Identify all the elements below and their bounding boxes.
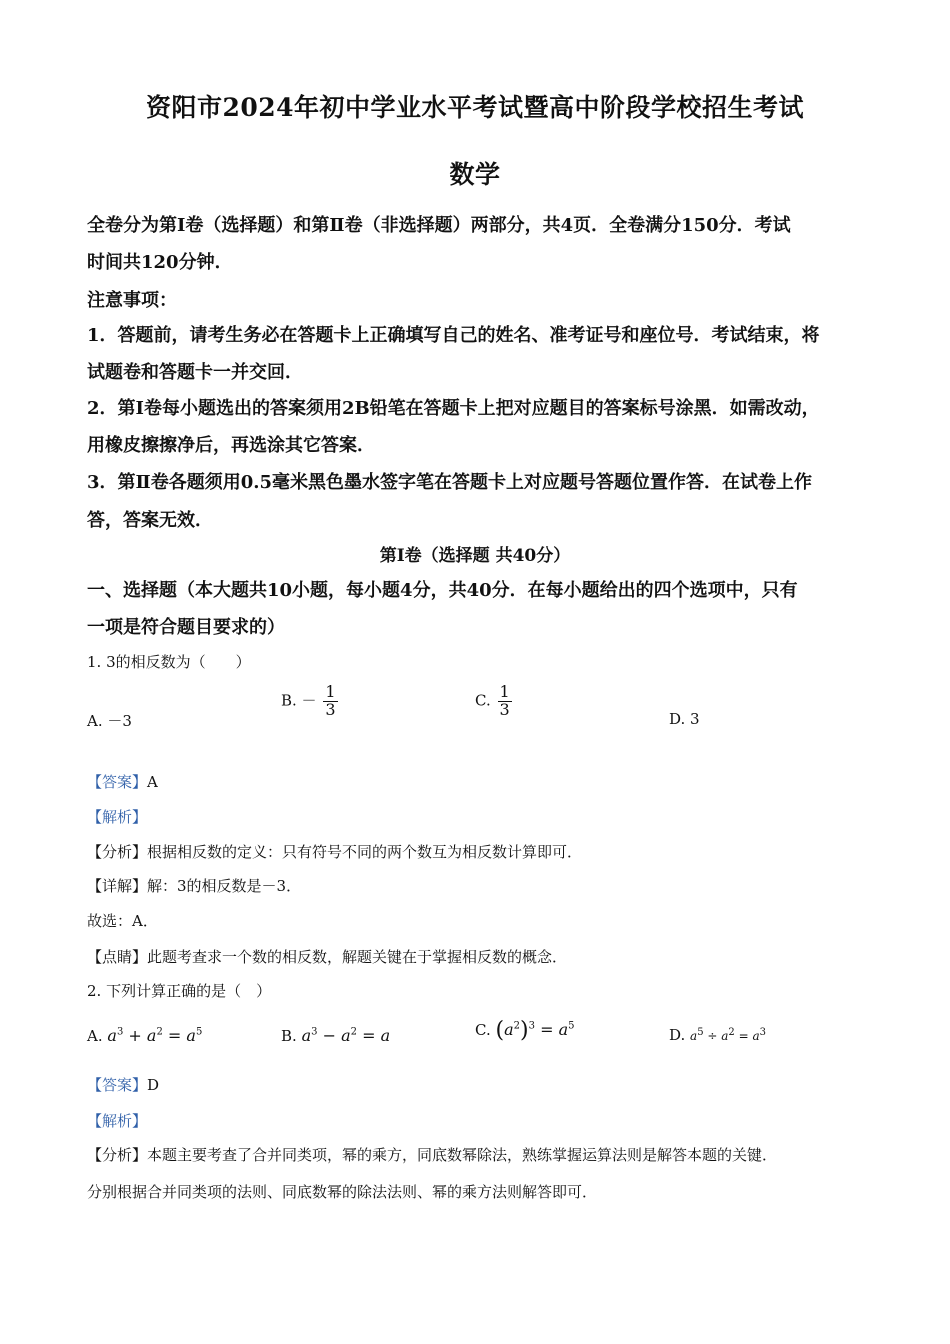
dianjing-text: 此题考查求一个数的相反数，解题关键在于掌握相反数的概念． <box>147 948 568 966</box>
q2-fenxi <box>87 1144 877 1165</box>
notice-1b: 试题卷和答题卡一并交回． <box>87 362 303 383</box>
q2-answer <box>87 1074 877 1095</box>
q2-option-b-formula: $a^3 - a^2 = a$ <box>301 1026 391 1045</box>
notice-label: 注意事项： <box>87 290 177 311</box>
notice-2a: 2．第Ⅰ卷每小题选出的答案须用2B铅笔在答题卡上把对应题目的答案标号涂黑．如需改动， <box>87 398 820 419</box>
notice-2b: 用橡皮擦擦净后，再选涂其它答案． <box>87 435 375 456</box>
q1-c-denominator: 3 <box>499 699 510 719</box>
q1-c-numerator: 1 <box>499 682 510 701</box>
part-instruction-b: 一项是符合题目要求的） <box>87 617 285 638</box>
intro-line-1: 全卷分为第Ⅰ卷（选择题）和第Ⅱ卷（非选择题）两部分，共4页．全卷满分150分．考试 <box>87 215 791 236</box>
fenxi-tag: 【分析】 <box>87 1146 148 1164</box>
part-instruction-a: 一、选择题（本大题共10小题，每小题4分，共40分．在每小题给出的四个选项中，只有 <box>87 580 798 601</box>
q1-option-b-label: B. － <box>281 691 317 710</box>
fenxi-text: 根据相反数的定义：只有符号不同的两个数互为相反数计算即可． <box>147 843 583 861</box>
q2-option-c-label: C. <box>475 1021 491 1039</box>
q2-option-b <box>281 1026 390 1045</box>
answer-value: D <box>147 1076 160 1094</box>
xiangjie-text: 解：3的相反数是－3． <box>147 877 302 895</box>
q1-dianjing <box>87 946 877 967</box>
q2-fenxi-2: 分别根据合并同类项的法则、同底数幂的除法法则、幂的乘方法则解答即可． <box>87 1183 598 1201</box>
q2-option-c-formula: $(a^2)^3 = a^5$ <box>495 1018 575 1043</box>
q1-stem: 1. 3的相反数为（ ） <box>87 653 251 671</box>
q1-option-c-label: C. <box>475 691 491 710</box>
q2-option-a <box>87 1026 202 1045</box>
q1-option-c-fraction <box>498 684 512 719</box>
q1-b-denominator: 3 <box>325 699 336 719</box>
dianjing-tag: 【点睛】 <box>87 948 148 966</box>
q2-option-d <box>669 1026 766 1044</box>
q2-option-d-label: D. <box>669 1026 686 1044</box>
q1-answer <box>87 771 877 792</box>
analysis-tag: 【解析】 <box>87 1112 148 1130</box>
answer-value: A <box>147 773 158 791</box>
analysis-tag: 【解析】 <box>87 808 148 826</box>
q1-option-c <box>475 684 512 719</box>
xiangjie-tag: 【详解】 <box>87 877 148 895</box>
notice-3a: 3．第Ⅱ卷各题须用0.5毫米黑色墨水签字笔在答题卡上对应题号答题位置作答．在试卷上作 <box>87 472 813 493</box>
q1-option-b <box>281 684 338 719</box>
q1-option-d: D. 3 <box>669 710 700 728</box>
q1-option-b-fraction <box>323 684 337 719</box>
q1-analysis-tag <box>87 806 877 827</box>
fenxi-text: 本题主要考查了合并同类项，幂的乘方，同底数幂除法，熟练掌握运算法则是解答本题的关键． <box>147 1146 778 1164</box>
exam-title: 资阳市2024年初中学业水平考试暨高中阶段学校招生考试 <box>145 93 805 122</box>
q1-option-a: A. －3 <box>87 712 132 730</box>
subject-title: 数学 <box>449 160 501 189</box>
q2-stem: 2. 下列计算正确的是（ ） <box>87 982 272 1000</box>
notice-3b: 答，答案无效． <box>87 510 213 531</box>
answer-tag: 【答案】 <box>87 1076 148 1094</box>
notice-1a: 1．答题前，请考生务必在答题卡上正确填写自己的姓名、准考证号和座位号．考试结束，将 <box>87 325 820 346</box>
q2-option-b-label: B. <box>281 1027 297 1045</box>
intro-line-2: 时间共120分钟． <box>87 252 233 273</box>
q1-b-numerator: 1 <box>325 682 336 701</box>
q1-fenxi <box>87 841 877 862</box>
section-heading: 第Ⅰ卷（选择题 共40分） <box>379 546 571 566</box>
q2-analysis-tag <box>87 1110 877 1131</box>
q1-guxuan: 故选：A． <box>87 912 158 930</box>
q2-option-d-formula: $a^5 \div a^2 = a^3$ <box>690 1027 767 1043</box>
q1-xiangjie <box>87 875 877 896</box>
q2-option-a-label: A. <box>87 1027 103 1045</box>
answer-tag: 【答案】 <box>87 773 148 791</box>
fenxi-tag: 【分析】 <box>87 843 148 861</box>
q2-option-a-formula: $a^3 + a^2 = a^5$ <box>107 1026 203 1045</box>
q2-option-c <box>475 1018 574 1043</box>
